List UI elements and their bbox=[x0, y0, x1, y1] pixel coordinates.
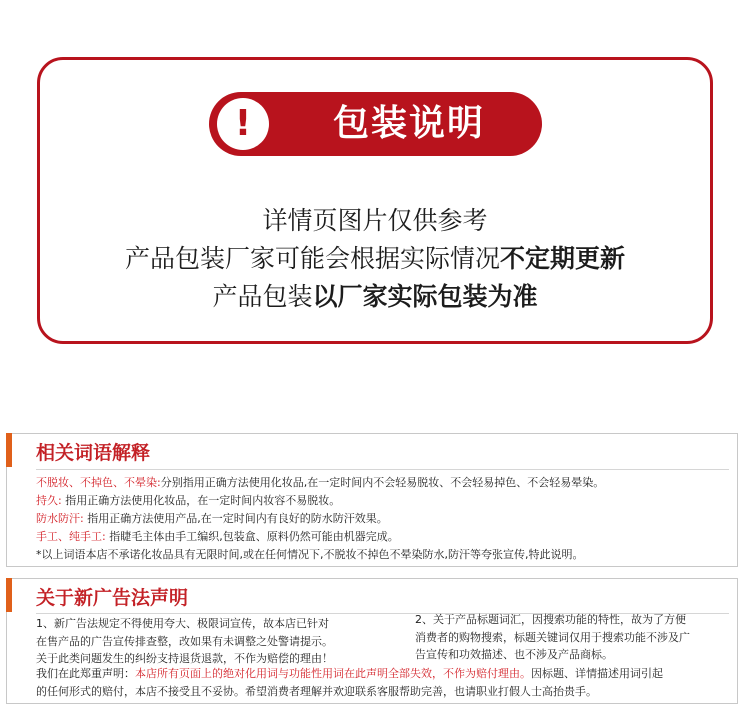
term-key: 手工、纯手工: bbox=[36, 530, 106, 543]
term-text: 指用正确方法使用产品,在一定时间内有良好的防水防汗效果。 bbox=[83, 512, 388, 525]
section-accent-bar bbox=[6, 578, 12, 612]
term-text: 指用正确方法使用化妆品，在一定时间内妆容不易脱妆。 bbox=[61, 494, 341, 507]
term-key: 不脱妆、不掉色、不晕染: bbox=[36, 476, 161, 489]
ad-law-line: 关于此类问题发生的纠纷支持退货退款，不作为赔偿的理由！ bbox=[36, 652, 333, 665]
line-2-bold: 不定期更新 bbox=[500, 244, 626, 273]
exclamation-icon: ! bbox=[217, 98, 269, 150]
line-3-bold: 以厂家实际包装为准 bbox=[312, 282, 538, 311]
package-notice-line-3 bbox=[40, 278, 710, 316]
term-row bbox=[36, 510, 731, 528]
term-text: 指睫毛主体由手工编织,包装盒、原料仍然可能由机器完成。 bbox=[105, 530, 399, 543]
package-notice-text bbox=[40, 202, 710, 316]
declaration-suffix: 因标题、详情描述用词引起 bbox=[531, 667, 663, 680]
ad-law-line: 告宣传和功效描述、也不涉及产品商标。 bbox=[415, 648, 613, 661]
terms-title: 相关词语解释 bbox=[36, 442, 151, 464]
term-key: 防水防汗: bbox=[36, 512, 84, 525]
term-row bbox=[36, 528, 731, 546]
package-notice-card bbox=[37, 57, 713, 344]
ad-law-point-1 bbox=[36, 615, 333, 668]
section-accent-bar bbox=[6, 433, 12, 467]
declaration-red-text: 本店所有页面上的绝对化用词与功能性用词在此声明全部失效，不作为赔付理由。 bbox=[135, 667, 531, 680]
ad-law-section bbox=[6, 578, 738, 704]
line-2-normal: 产品包装厂家可能会根据实际情况 bbox=[124, 244, 500, 273]
term-row bbox=[36, 492, 731, 510]
declaration-line-2: 的任何形式的赔付，本店不接受且不妥协。希望消费者理解并欢迎联系客服帮助完善，也请职业打假人士高抬贵手。 bbox=[36, 685, 597, 698]
ad-law-title: 关于新广告法声明 bbox=[36, 587, 189, 609]
package-notice-banner bbox=[209, 92, 542, 156]
ad-law-line: 2、关于产品标题词汇，因搜索功能的特性，故为了方便 bbox=[415, 613, 686, 626]
term-row bbox=[36, 474, 731, 492]
declaration-line-1 bbox=[36, 665, 663, 683]
ad-law-line: 在售产品的广告宣传排查整，改如果有未调整之处警请提示。 bbox=[36, 634, 333, 648]
section-divider bbox=[36, 469, 729, 470]
terms-footnote: *以上词语本店不承诺化妆品具有无限时间,或在任何情况下,不脱妆不掉色不晕染防水,防汗等夸张宣传,特此说明。 bbox=[36, 548, 584, 561]
ad-law-point-2 bbox=[415, 611, 690, 664]
ad-law-declaration bbox=[36, 665, 663, 701]
term-key: 持久: bbox=[36, 494, 62, 507]
declaration-prefix: 我们在此郑重声明： bbox=[36, 667, 135, 680]
terms-section bbox=[6, 433, 738, 567]
term-text: 分别指用正确方法使用化妆品,在一定时间内不会轻易脱妆、不会轻易掉色、不会轻易晕染。 bbox=[160, 476, 605, 489]
ad-law-line: 消费者的购物搜索，标题关键词仅用于搜索功能不涉及广 bbox=[415, 630, 690, 644]
package-notice-line-2 bbox=[40, 240, 710, 278]
ad-law-line: 1、新广告法规定不得使用夸大、极限词宣传，故本店已针对 bbox=[36, 617, 329, 630]
line-3-normal: 产品包装 bbox=[212, 282, 313, 311]
package-notice-title: 包装说明 bbox=[332, 103, 485, 144]
terms-list bbox=[36, 474, 731, 564]
package-notice-line-1: 详情页图片仅供参考 bbox=[262, 206, 488, 235]
